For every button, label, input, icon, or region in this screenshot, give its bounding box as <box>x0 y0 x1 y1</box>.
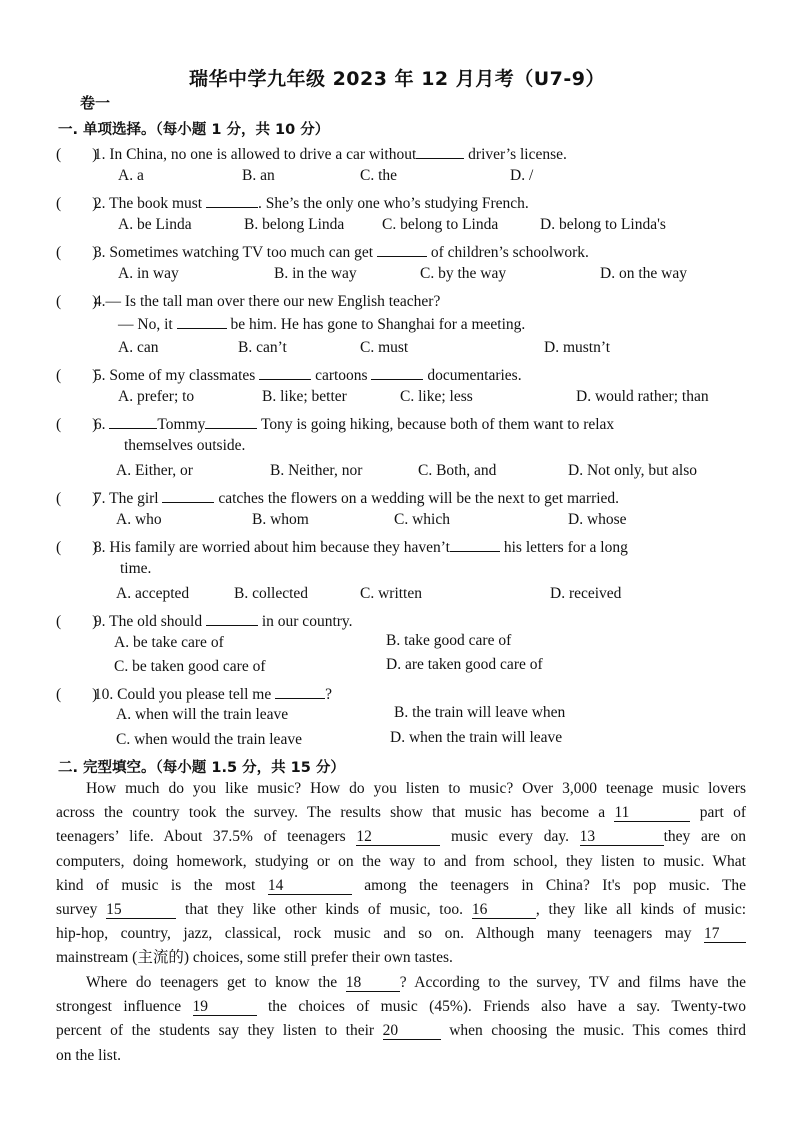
answer-blank[interactable] <box>206 611 258 626</box>
option-a: A. accepted <box>116 585 190 602</box>
cloze-blank[interactable]: 16 <box>472 902 536 919</box>
option-b: B. an <box>242 167 275 184</box>
answer-paren[interactable]: ( ) <box>56 613 98 630</box>
question-stem-after: . She’s the only one who’s studying French. <box>257 195 529 212</box>
option-b: B. in the way <box>274 265 357 282</box>
answer-paren[interactable]: ( ) <box>56 367 98 384</box>
question-3 <box>56 240 589 262</box>
question-9 <box>56 609 353 631</box>
question-8 <box>56 535 628 557</box>
answer-blank[interactable] <box>371 365 423 380</box>
question-stem: 9. The old should <box>93 613 203 630</box>
answer-blank[interactable] <box>206 193 258 208</box>
question-stem: 2. The book must <box>93 195 203 212</box>
answer-paren[interactable]: ( ) <box>56 195 98 212</box>
passage-line: mainstream (主流的) choices, some still prefer their own tastes. <box>56 949 453 967</box>
cloze-blank[interactable]: 15 <box>106 902 176 919</box>
option-c: C. by the way <box>420 265 507 282</box>
option-b: B. whom <box>252 511 309 528</box>
answer-blank[interactable] <box>177 314 227 329</box>
option-c: C. like; less <box>400 388 473 405</box>
option-b: B. Neither, nor <box>270 462 363 479</box>
answer-blank[interactable] <box>162 488 214 503</box>
question-stem-after: be him. He has gone to Shanghai for a meeting. <box>230 316 526 333</box>
question-4-line2 <box>118 314 525 334</box>
answer-paren[interactable]: ( ) <box>56 146 98 163</box>
question-10 <box>56 682 332 704</box>
question-stem: 3. Sometimes watching TV too much can get <box>93 244 374 261</box>
question-stem: — No, it <box>118 316 173 333</box>
answer-blank[interactable] <box>377 242 427 257</box>
passage-line: survey 15 that they like other kinds of music, too. 16 , they like all kinds of music: <box>56 901 747 919</box>
cloze-blank[interactable]: 17 <box>704 926 746 943</box>
option-a: A. who <box>116 511 162 528</box>
option-c: C. be taken good care of <box>114 658 266 675</box>
option-a: A. a <box>118 167 144 184</box>
option-b: B. collected <box>234 585 309 602</box>
question-8-line2: time. <box>120 560 152 577</box>
cloze-paragraph-1 <box>56 777 746 971</box>
option-a: A. prefer; to <box>118 388 195 405</box>
answer-paren[interactable]: ( ) <box>56 244 98 261</box>
cloze-blank[interactable]: 13 <box>580 829 664 846</box>
passage-line: computers, doing homework, studying or on the way to and from school, they listen to music. What <box>56 852 746 870</box>
question-stem-after: of children’s schoolwork. <box>430 244 589 261</box>
question-6 <box>56 412 614 434</box>
option-d: D. whose <box>568 511 627 528</box>
option-c: C. the <box>360 167 398 184</box>
passage-line: How much do you like music? How do you listen to music? Over 3,000 teenage music lovers <box>86 780 746 797</box>
passage-line: across the country took the survey. The results show that music has become a 11 part of <box>56 804 747 822</box>
option-b: B. belong Linda <box>244 216 345 233</box>
question-7 <box>56 486 619 508</box>
question-stem: 6. <box>93 416 106 433</box>
question-stem-after: his letters for a long <box>503 539 628 556</box>
option-c: C. Both, and <box>418 462 497 479</box>
answer-blank[interactable] <box>259 365 311 380</box>
passage-line: percent of the students say they listen to their 20 when choosing the music. This comes third <box>56 1022 747 1040</box>
passage-line: kind of music is the most 14 among the teenagers in China? It's pop music. The <box>56 876 746 894</box>
option-c: C. when would the train leave <box>116 731 302 748</box>
question-stem: 8. His family are worried about him because they haven’t <box>93 539 450 556</box>
option-d: D. on the way <box>600 265 687 282</box>
question-stem-after: Tony is going hiking, because both of them want to relax <box>260 416 615 433</box>
option-c: C. must <box>360 339 409 356</box>
cloze-blank[interactable]: 20 <box>383 1023 441 1040</box>
question-stem-after: documentaries. <box>427 367 522 384</box>
answer-blank[interactable] <box>416 144 464 159</box>
option-a: A. Either, or <box>116 462 193 479</box>
passage-line: on the list. <box>56 1046 122 1064</box>
passage-line: Where do teenagers get to know the 18 ? According to the survey, TV and films have the <box>86 974 747 991</box>
question-5 <box>56 363 522 385</box>
cloze-blank[interactable]: 12 <box>356 829 440 846</box>
question-stem: 5. Some of my classmates <box>93 367 256 384</box>
option-b: B. like; better <box>262 388 347 405</box>
option-d: D. Not only, but also <box>568 462 698 479</box>
option-d: D. would rather; than <box>576 388 709 405</box>
option-c: C. which <box>394 511 450 528</box>
answer-paren[interactable]: ( ) <box>56 686 98 703</box>
passage-line: teenagers’ life. About 37.5% of teenagers 12 music every day. 13 they are on <box>56 828 747 846</box>
option-d: D. belong to Linda's <box>540 216 666 233</box>
option-c: C. belong to Linda <box>382 216 499 233</box>
option-d: D. are taken good care of <box>386 656 543 673</box>
answer-paren[interactable]: ( ) <box>56 416 98 433</box>
question-stem-mid: cartoons <box>315 367 368 384</box>
answer-blank[interactable] <box>450 537 500 552</box>
cloze-blank[interactable]: 19 <box>193 999 257 1016</box>
answer-paren[interactable]: ( ) <box>56 293 98 310</box>
option-b: B. the train will leave when <box>394 704 566 721</box>
question-stem: 10. Could you please tell me <box>93 686 272 703</box>
cloze-blank[interactable]: 14 <box>268 878 352 895</box>
question-stem-after: in our country. <box>261 613 353 630</box>
section2-heading: 二. 完型填空。（每小题 1.5 分，共 15 分） <box>58 760 345 776</box>
cloze-paragraph-2 <box>56 971 746 1068</box>
answer-blank[interactable] <box>205 414 257 429</box>
cloze-blank[interactable]: 18 <box>346 975 400 992</box>
question-2 <box>56 191 529 213</box>
option-d: D. received <box>550 585 622 602</box>
option-d: D. mustn’t <box>544 339 611 356</box>
question-stem-after: ? <box>325 686 332 703</box>
option-b: B. take good care of <box>386 632 512 649</box>
option-a: A. when will the train leave <box>116 706 289 723</box>
answer-blank[interactable] <box>109 414 157 429</box>
question-stem-after: driver’s license. <box>468 146 567 163</box>
passage-line: hip-hop, country, jazz, classical, rock music and so on. Although many teenagers may 17 <box>56 922 746 946</box>
passage-line: strongest influence 19 the choices of music (45%). Friends also have a say. Twenty-two <box>56 998 747 1016</box>
answer-blank[interactable] <box>275 684 325 699</box>
answer-paren[interactable]: ( ) <box>56 539 98 556</box>
option-d: D. / <box>510 167 534 184</box>
answer-paren[interactable]: ( ) <box>56 490 98 507</box>
question-6-line2: themselves outside. <box>124 437 246 454</box>
option-d: D. when the train will leave <box>390 729 563 746</box>
option-a: A. be Linda <box>118 216 192 233</box>
section1-heading: 一. 单项选择。（每小题 1 分，共 10 分） <box>58 122 330 138</box>
question-1 <box>56 142 567 164</box>
question-stem-after: catches the flowers on a wedding will be the next to get married. <box>218 490 620 507</box>
option-a: A. can <box>118 339 159 356</box>
question-4 <box>56 289 440 311</box>
page-title: 瑞华中学九年级 2023 年 12 月月考（U7-9） <box>188 68 606 90</box>
question-stem-mid: Tommy <box>157 416 206 433</box>
option-c: C. written <box>360 585 422 602</box>
option-a: A. in way <box>118 265 179 282</box>
question-stem: 4.— Is the tall man over there our new English teacher? <box>93 293 441 310</box>
cloze-blank[interactable]: 11 <box>614 805 690 822</box>
volume-label: 卷一 <box>80 94 111 112</box>
option-a: A. be take care of <box>114 634 224 651</box>
question-stem: 7. The girl <box>93 490 159 507</box>
option-b: B. can’t <box>238 339 287 356</box>
question-stem: 1. In China, no one is allowed to drive a car without <box>93 146 417 163</box>
